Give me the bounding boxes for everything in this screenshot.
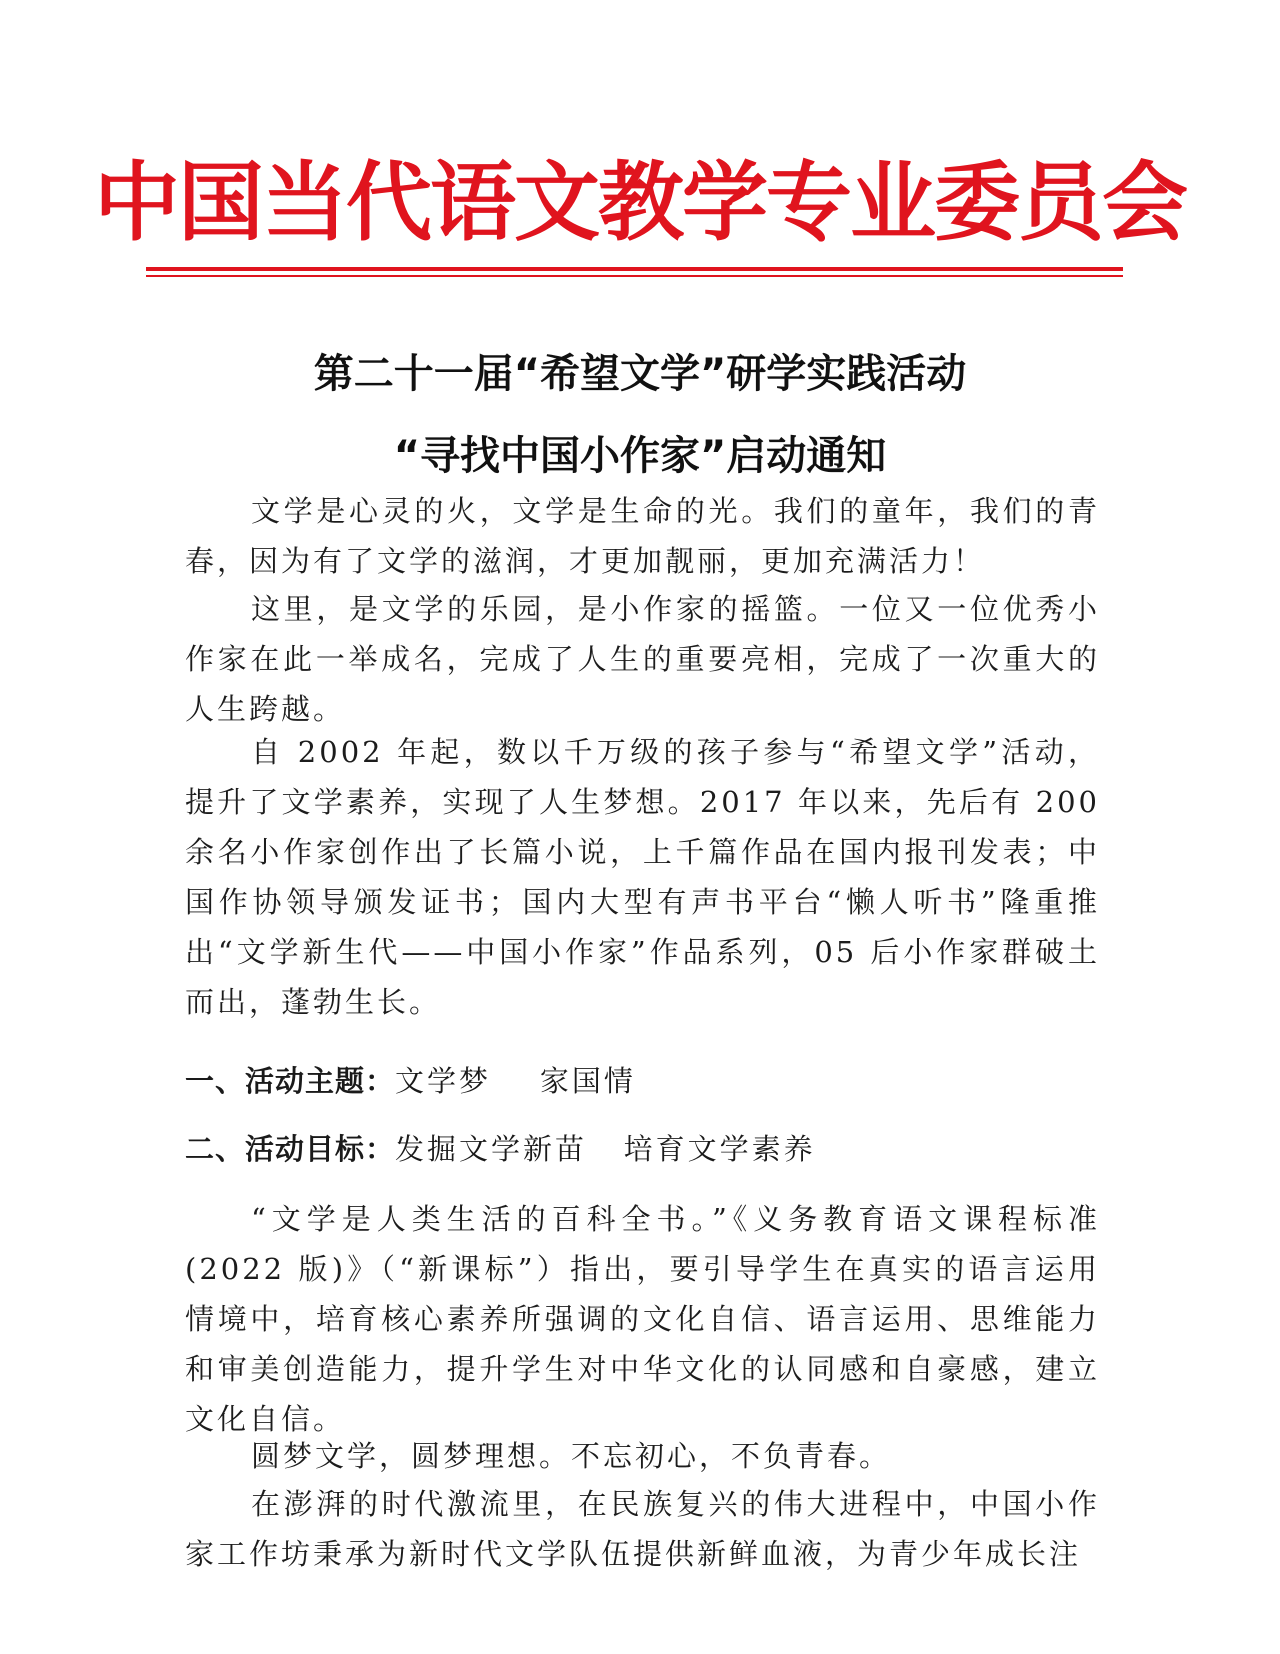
- masthead-red-rule-thin: [146, 275, 1123, 277]
- section-heading-goal: [185, 1124, 1100, 1174]
- goal-paragraph-3: 在澎湃的时代激流里，在民族复兴的伟大进程中，中国小作家工作坊秉承为新时代文学队伍提供新鲜血液，为青少年成长注: [185, 1487, 1100, 1571]
- goal-paragraph-2: 圆梦文学，圆梦理想。不忘初心，不负青春。: [251, 1439, 892, 1473]
- document-title-line-1: 第二十一届“希望文学”研学实践活动: [313, 351, 967, 397]
- intro-paragraph-3: 自 2002 年起，数以千万级的孩子参与“希望文学”活动，提升了文学素养，实现了人生梦想。2017 年以来，先后有 200 余名小作家创作出了长篇小说，上千篇作品在国内报刊发表；中国作协领导颁发证书；国内大型有声书平台“懒人听书”隆重推出“文学新生代——中国小作家”作品系列，05 后小作家群破土而出，蓬勃生长。: [185, 735, 1100, 1019]
- document-title-line-2: “寻找中国小作家”启动通知: [393, 433, 887, 479]
- intro-paragraph-2: 这里，是文学的乐园，是小作家的摇篮。一位又一位优秀小作家在此一举成名，完成了人生的重要亮相，完成了一次重大的人生跨越。: [185, 592, 1100, 726]
- goal-paragraph-1: “文学是人类生活的百科全书。”《义务教育语文课程标准(2022 版)》（“新课标”）指出，要引导学生在真实的语言运用情境中，培育核心素养所强调的文化自信、语言运用、思维能力和审美创造能力，提升学生对中华文化的认同感和自豪感，建立文化自信。: [185, 1202, 1100, 1436]
- section-heading-theme: [185, 1056, 1100, 1106]
- section-theme-label: 一、活动主题：: [185, 1064, 396, 1098]
- section-theme-value: 文学梦 家国情: [395, 1064, 636, 1098]
- organization-masthead: 中国当代语文教学专业委员会: [94, 153, 1186, 253]
- section-goal-label: 二、活动目标：: [185, 1132, 396, 1166]
- section-goal-value: 发掘文学新苗 培育文学素养: [395, 1132, 816, 1166]
- intro-paragraph-1: 文学是心灵的火，文学是生命的光。我们的童年，我们的青春，因为有了文学的滋润，才更加靓丽，更加充满活力！: [185, 494, 1100, 578]
- masthead-red-rule-thick: [146, 267, 1123, 271]
